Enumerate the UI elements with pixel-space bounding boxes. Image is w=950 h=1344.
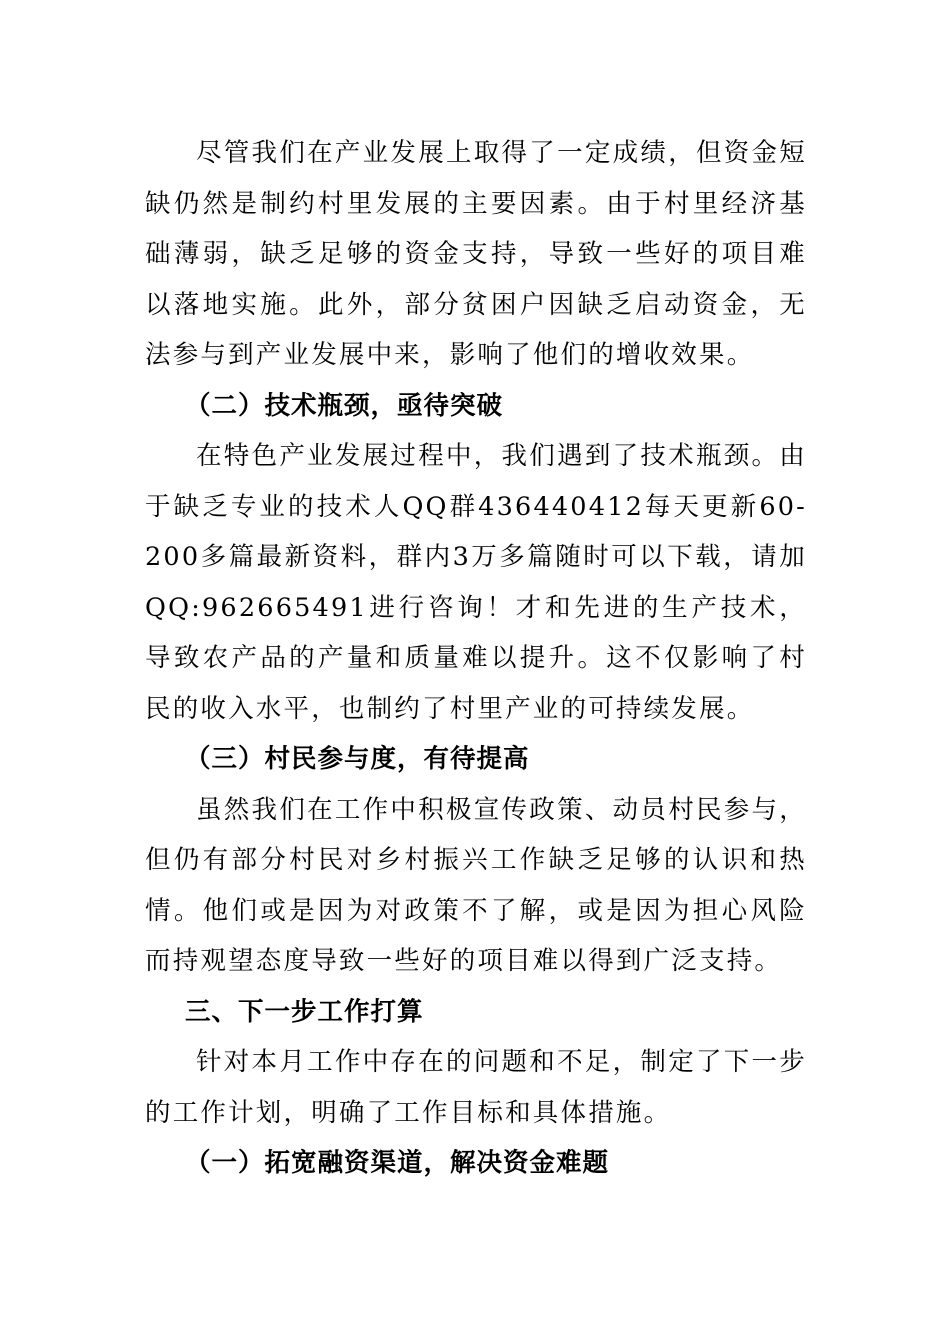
paragraph-technical-bottleneck: 在特色产业发展过程中，我们遇到了技术瓶颈。由于缺乏专业的技术人QQ群436440412每天更新60-200多篇最新资料，群内3万多篇随时可以下载，请加QQ:962665491进行咨询！才和先进的生产技术，导致农产品的产量和质量难以提升。这不仅影响了村民的收入水平，也制约了村里产业的可持续发展。 [145,441,807,724]
paragraph-funding-shortage: 尽管我们在产业发展上取得了一定成绩，但资金短缺仍然是制约村里发展的主要因素。由于村里经济基础薄弱，缺乏足够的资金支持，导致一些好的项目难以落地实施。此外，部分贫困户因缺乏启动资金，无法参与到产业发展中来，影响了他们的增收效果。 [145,138,807,370]
heading-villager-participation: （三）村民参与度，有待提高 [185,744,530,774]
document-body [145,128,807,1189]
paragraph-next-steps: 针对本月工作中存在的问题和不足，制定了下一步的工作计划，明确了工作目标和具体措施。 [145,1047,807,1128]
paragraph-villager-participation: 虽然我们在工作中积极宣传政策、动员村民参与，但仍有部分村民对乡村振兴工作缺乏足够的认识和热情。他们或是因为对政策不了解，或是因为担心风险而持观望态度导致一些好的项目难以得到广泛支持。 [145,794,807,976]
heading-next-steps: 三、下一步工作打算 [185,996,424,1027]
heading-technical-bottleneck: （二）技术瓶颈，亟待突破 [185,390,504,421]
heading-expand-financing: （一）拓宽融资渠道，解决资金难题 [185,1148,610,1178]
